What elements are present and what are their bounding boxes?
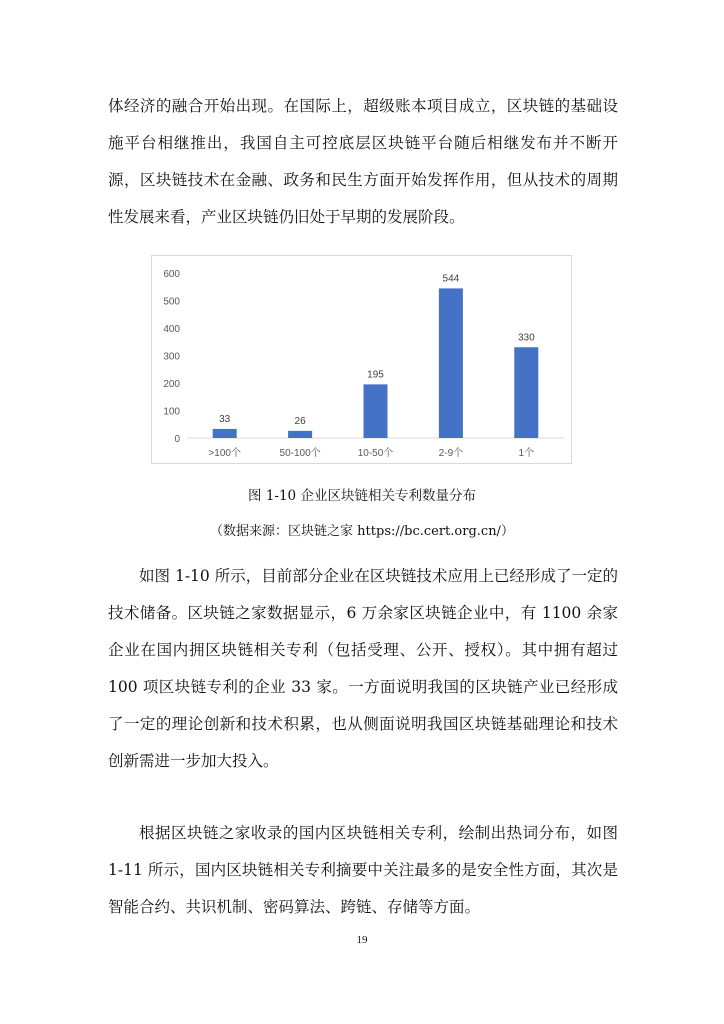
bar-chart (151, 255, 572, 464)
y-tick-label: 600 (163, 269, 180, 280)
x-tick-label: 1个 (518, 448, 535, 459)
y-tick-label: 200 (163, 379, 180, 390)
figure-caption: 图 1-10 企业区块链相关专利数量分布 (248, 488, 476, 504)
y-tick-label: 500 (163, 296, 180, 308)
figure-source: （数据来源：区块链之家 https://bc.cert.org.cn/） (210, 524, 514, 539)
x-tick-label: 50-100个 (279, 448, 321, 459)
data-label: 330 (517, 332, 535, 344)
data-label: 544 (442, 273, 460, 285)
paragraph-2: 如图 1-10 所示，目前部分企业在区块链技术应用上已经形成了一定的技术储备。区块链之家数据显示，6 万余家区块链企业中，有 1100 余家企业在国内拥区块链相关专利（包括受理、公开、授权）。其中拥有超过 100 项区块链专利的企业 33 家。一方面说明我国的区块链产业已经形成了一定的理论创新和技术积累，也从侧面说明我国区块链基础理论和技术创新需进一步加大投入。 (108, 567, 618, 770)
y-tick-label: 300 (163, 351, 180, 363)
y-tick-label: 400 (163, 324, 180, 335)
x-tick-label: >100个 (208, 448, 241, 459)
y-tick-label: 0 (174, 434, 180, 445)
bar (288, 431, 312, 438)
y-tick-label: 100 (163, 406, 180, 418)
x-tick-label: 10-50个 (357, 448, 394, 459)
data-label: 195 (367, 369, 384, 381)
bar (514, 347, 538, 438)
bar (213, 429, 237, 438)
paragraph-1: 体经济的融合开始出现。在国际上，超级账本项目成立，区块链的基础设施平台相继推出，我国自主可控底层区块链平台随后相继发布并不断开源，区块链技术在金融、政务和民生方面开始发挥作用，但从技术的周期性发展来看，产业区块链仍旧处于早期的发展阶段。 (108, 97, 618, 226)
data-label: 26 (294, 415, 306, 427)
chart-svg (152, 256, 573, 465)
data-label: 33 (219, 413, 231, 425)
paragraph-3: 根据区块链之家收录的国内区块链相关专利，绘制出热词分布，如图 1-11 所示，国内区块链相关专利摘要中关注最多的是安全性方面，其次是智能合约、共识机制、密码算法、跨链、存储等方面。 (108, 824, 618, 916)
page-number: 19 (356, 934, 368, 946)
bar (364, 384, 388, 438)
x-tick-label: 2-9个 (438, 448, 464, 459)
bar (439, 288, 463, 438)
